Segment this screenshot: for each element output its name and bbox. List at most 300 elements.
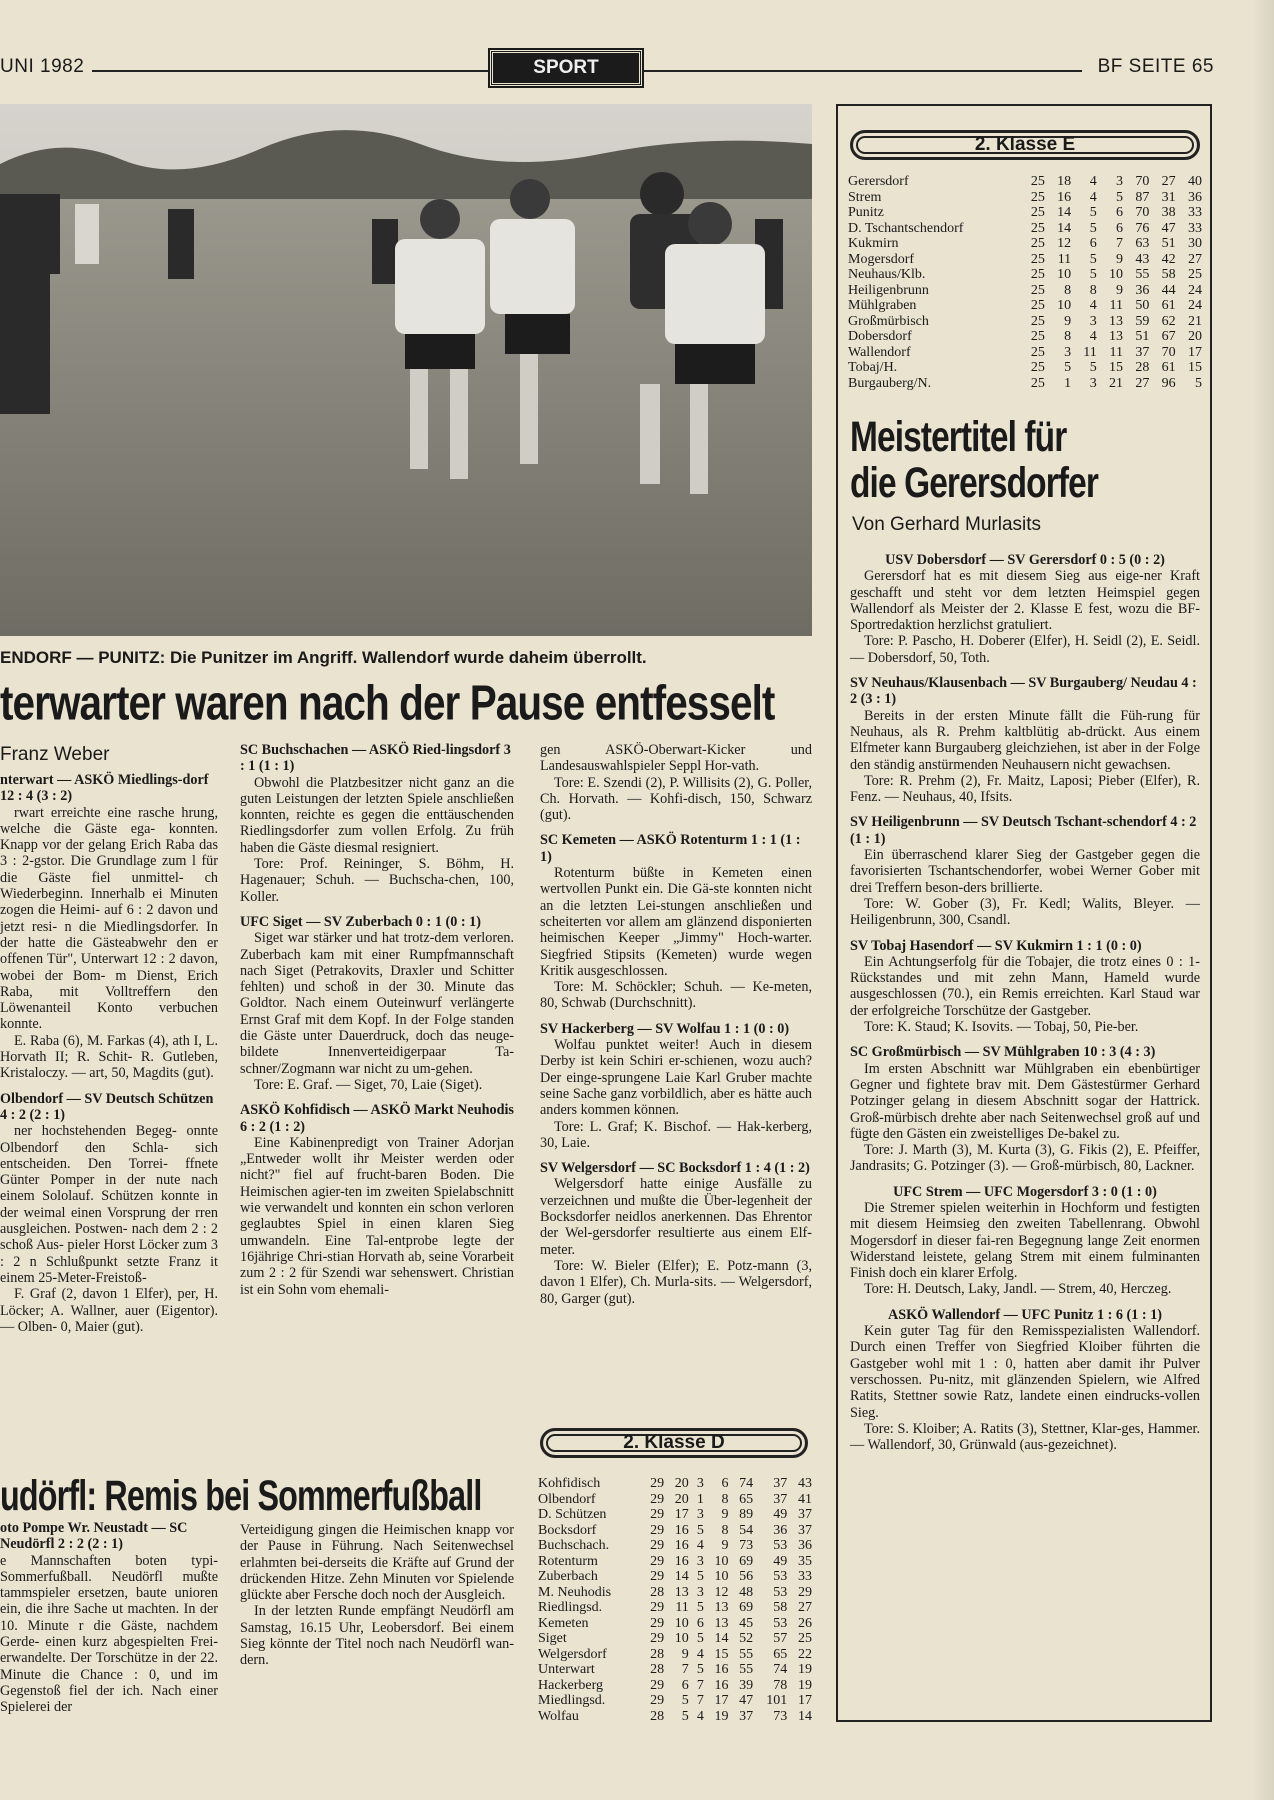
team-name: Riedlingsd. (538, 1600, 603, 1615)
stat-cell: 17 (1188, 344, 1202, 360)
stat-cell: 36 (798, 1538, 812, 1553)
paragraph: e Mannschaften boten typi- Sommerfußball. Neudörfl mußte tammspieler ersetzen, baute unioren ein, die ihre Sache ut machten. In der 10. Minute r die Gäste, nachdem Gerde- einen kurz abgespielten Frei- erwandelte. Der Torschütze in der 22. Minute die Chance : 0, und im Gegenstoß fiel der ich. Nach einer Spielerei der (0, 1552, 218, 1716)
table-e-title: 2. Klasse E (850, 130, 1200, 160)
stat-cell: 33 (1188, 205, 1202, 220)
stat-cell: 61 (1161, 360, 1176, 375)
stat-cell: 43 (1135, 251, 1150, 267)
paragraph: Die Stremer spielen weiterhin in Hochform und festigten mit diesem Heimsieg den zweiten Tabellenrang. Obwohl Mogersdorf in dieser fai-ren Begegnung lange Zeit enormen Widerstand leistete, gelang Strem mit einem fulminanten Finish doch ein klarer Erfolg. (850, 1199, 1200, 1282)
stat-cell: 5 (1089, 267, 1097, 282)
stat-cell: 11 (1083, 344, 1097, 360)
stat-cell: 29 (650, 1677, 665, 1693)
table-row (846, 236, 1204, 252)
table-row (536, 1538, 814, 1554)
match-heading: Olbendorf — SV Deutsch Schützen 4 : 2 (2 : 1) (0, 1090, 214, 1123)
stat-cell: 27 (1161, 174, 1176, 189)
match-heading: ASKÖ Kohfidisch — ASKÖ Markt Neuhodis 6 : 2 (1 : 2) (240, 1102, 514, 1135)
stat-cell: 6 (721, 1476, 729, 1491)
stat-cell: 11 (675, 1600, 689, 1615)
team-name: Wolfau (538, 1708, 579, 1724)
stat-cell: 65 (739, 1491, 754, 1507)
stat-cell: 57 (773, 1631, 788, 1646)
stat-cell: 28 (1135, 360, 1150, 375)
stat-cell: 21 (1109, 375, 1124, 391)
stat-cell: 14 (674, 1569, 689, 1584)
stat-cell: 52 (739, 1631, 754, 1646)
match-heading: SV Welgersdorf — SC Bocksdorf 1 : 4 (1 : 2) (540, 1160, 810, 1177)
article-3-body (850, 552, 1200, 1453)
table-row (536, 1600, 814, 1616)
stat-cell: 16 (674, 1538, 689, 1553)
stat-cell: 19 (798, 1662, 812, 1677)
stat-cell: 3 (696, 1507, 704, 1522)
table-row (846, 205, 1204, 221)
table-d (536, 1476, 814, 1724)
stat-cell: 16 (714, 1677, 729, 1693)
stat-cell: 10 (674, 1631, 689, 1646)
team-name: Hackerberg (538, 1677, 604, 1693)
goal-scorers: Tore: Prof. Reininger, S. Böhm, H. Hagenauer; Schuh. — Buchscha-chen, 100, Koller. (240, 856, 514, 905)
stat-cell: 15 (714, 1646, 729, 1662)
article-3-byline: Von Gerhard Murlasits (852, 514, 1042, 535)
stat-cell: 12 (714, 1584, 729, 1600)
stat-cell: 38 (1161, 205, 1176, 220)
article-1-byline: Franz Weber (0, 744, 110, 765)
stat-cell: 7 (681, 1662, 689, 1677)
team-name: Dobersdorf (848, 329, 912, 344)
stat-cell: 6 (696, 1615, 704, 1631)
stat-cell: 101 (766, 1693, 788, 1708)
stat-cell: 24 (1188, 282, 1202, 298)
stat-cell: 9 (1116, 251, 1124, 267)
stat-cell: 15 (1188, 360, 1202, 375)
stat-cell: 5 (1089, 205, 1097, 220)
stat-cell: 28 (650, 1708, 665, 1724)
paragraph: Eine Kabinenpredigt von Trainer Adorjan „Entweder wollt ihr Meister werden oder nicht?" fiel auf frucht-baren Boden. Die Heimischen agier-ten im zweiten Spielabschnitt wie verwandelt und konnten ein schon verloren geglaubtes Spiel in einen klaren Sieg umwandeln. Eine Tal-entprobe legte der 16jährige Chri-stian Horvath ab, seine Vorarbeit zum 2 : 2 für Szendi war sehenswert. Christian ist ein Sohn vom ehemali- (240, 1134, 514, 1298)
page-edge (1252, 0, 1274, 1800)
stat-cell: 10 (714, 1569, 729, 1584)
stat-cell: 13 (1109, 329, 1124, 344)
table-row (536, 1678, 814, 1694)
team-name: Kemeten (538, 1615, 589, 1631)
goal-scorers: Tore: E. Graf. — Siget, 70, Laie (Siget). (254, 1076, 483, 1093)
goal-scorers: Tore: W. Bieler (Elfer); E. Potz-mann (3, davon 1 Elfer), Ch. Murla-sits. — Welgersdorf, 80, Garger (gut). (540, 1257, 812, 1307)
stat-cell: 53 (773, 1615, 788, 1631)
section-label: SPORT (490, 50, 642, 86)
stat-cell: 4 (696, 1538, 704, 1553)
stat-cell: 78 (773, 1677, 788, 1693)
stat-cell: 8 (721, 1491, 729, 1507)
stat-cell: 3 (696, 1584, 704, 1600)
stat-cell: 37 (1135, 344, 1150, 360)
stat-cell: 37 (798, 1522, 812, 1538)
stat-cell: 5 (1116, 189, 1124, 205)
stat-cell: 8 (1064, 329, 1072, 344)
stat-cell: 21 (1188, 313, 1202, 329)
stat-cell: 36 (1188, 189, 1202, 205)
stat-cell: 3 (696, 1476, 704, 1491)
stat-cell: 69 (739, 1553, 754, 1569)
stat-cell: 13 (714, 1615, 729, 1631)
paragraph: Ein Achtungserfolg für die Tobajer, die trotz eines 0 : 1-Rückstandes und mit zehn Mann, Hameld wurde ausgeschlossen (70.), ein Remis erreichten. Karl Staud war der erfolgreiche Torschütze der Gastgeber. (850, 953, 1200, 1019)
table-row (536, 1662, 814, 1678)
stat-cell: 14 (1057, 220, 1072, 236)
team-name: Mühlgraben (848, 298, 917, 313)
stat-cell: 5 (696, 1569, 704, 1584)
match-heading: SC Kemeten — ASKÖ Rotenturm 1 : 1 (1 : 1) (540, 832, 801, 865)
match-heading: oto Pompe Wr. Neustadt — SC Neudörfl 2 : 2 (2 : 1) (0, 1520, 188, 1553)
table-row (536, 1492, 814, 1508)
stat-cell: 25 (1030, 205, 1045, 220)
stat-cell: 16 (1057, 189, 1072, 205)
goal-scorers: Tore: P. Pascho, H. Doberer (Elfer), H. Seidl (2), E. Seidl. — Dobersdorf, 50, Toth. (850, 633, 1200, 666)
team-name: Wallendorf (848, 344, 911, 360)
stat-cell: 29 (798, 1584, 812, 1600)
table-row (536, 1647, 814, 1663)
team-name: Rotenturm (538, 1553, 598, 1569)
team-name: Heiligenbrunn (848, 282, 929, 298)
stat-cell: 37 (798, 1507, 812, 1522)
team-name: Neuhaus/Klb. (848, 267, 926, 282)
stat-cell: 45 (739, 1615, 754, 1631)
article-1-column-2 (240, 742, 514, 1298)
match-heading: nterwart — ASKÖ Miedlings-dorf 12 : 4 (3 : 2) (0, 772, 209, 805)
match-heading: SC Buchschachen — ASKÖ Ried-lingsdorf 3 : 1 (1 : 1) (240, 742, 511, 775)
paragraph: Welgersdorf hatte einige Ausfälle zu verzeichnen und mußte die Über-legenheit der Bocksdorfer neidlos anerkennen. Das Ehrentor der Wel-gersdorfer resultierte aus einem Elf-meter. (540, 1176, 812, 1258)
article-2-column-2 (240, 1522, 514, 1669)
stat-cell: 25 (1030, 189, 1045, 205)
paragraph: Ein überraschend klarer Sieg der Gastgeber gegen die favorisierten Tschantschendorfer, wobei Werner Gober mit drei Treffern beson-ders brillierte. (850, 847, 1200, 896)
stat-cell: 25 (1030, 267, 1045, 282)
stat-cell: 37 (773, 1476, 788, 1491)
stat-cell: 5 (696, 1662, 704, 1677)
stat-cell: 36 (1135, 282, 1150, 298)
stat-cell: 28 (650, 1646, 665, 1662)
match-heading: UFC Strem — UFC Mogersdorf 3 : 0 (1 : 0) (893, 1183, 1157, 1200)
team-name: Miedlingsd. (538, 1693, 606, 1708)
stat-cell: 25 (798, 1631, 812, 1646)
stat-cell: 96 (1161, 375, 1176, 391)
stat-cell: 28 (650, 1584, 665, 1600)
team-name: Unterwart (538, 1662, 595, 1677)
article-1-headline: terwarter waren nach der Pause entfesselt (0, 676, 775, 731)
photo-caption: ENDORF — PUNITZ: Die Punitzer im Angriff. Wallendorf wurde daheim überrollt. (0, 648, 647, 667)
stat-cell: 17 (714, 1693, 729, 1708)
goal-scorers: Tore: W. Gober (3), Fr. Kedl; Walits, Bleyer. — Heiligenbrunn, 300, Csandl. (850, 895, 1200, 929)
match-heading: SV Hackerberg — SV Wolfau 1 : 1 (0 : 0) (540, 1020, 790, 1037)
stat-cell: 47 (1161, 220, 1176, 236)
stat-cell: 26 (798, 1615, 812, 1631)
stat-cell: 4 (696, 1708, 704, 1724)
match-heading: UFC Siget — SV Zuberbach 0 : 1 (0 : 1) (240, 913, 481, 930)
stat-cell: 25 (1030, 375, 1045, 391)
stat-cell: 16 (674, 1553, 689, 1569)
match-heading: ASKÖ Wallendorf — UFC Punitz 1 : 6 (1 : 1) (887, 1306, 1163, 1323)
stat-cell: 5 (1195, 375, 1202, 391)
stat-cell: 20 (674, 1491, 689, 1507)
stat-cell: 11 (1109, 344, 1124, 360)
article-3-headline-line-1: Meistertitel für (850, 414, 1067, 462)
stat-cell: 15 (1109, 360, 1124, 375)
stat-cell: 10 (1057, 267, 1072, 282)
table-row (536, 1585, 814, 1601)
stat-cell: 53 (773, 1569, 788, 1584)
stat-cell: 29 (650, 1553, 665, 1569)
team-name: Großmürbisch (848, 313, 929, 329)
goal-scorers: Tore: M. Schöckler; Schuh. — Ke-meten, 80, Schwab (Durchschnitt). (540, 979, 812, 1012)
table-row (536, 1507, 814, 1523)
stat-cell: 4 (696, 1646, 704, 1662)
stat-cell: 4 (1089, 298, 1097, 313)
table-row (846, 314, 1204, 330)
table-row (536, 1631, 814, 1647)
stat-cell: 6 (1089, 236, 1097, 251)
stat-cell: 13 (1109, 313, 1124, 329)
goal-scorers: Tore: E. Szendi (2), P. Willisits (2), G. Poller, Ch. Horvath. — Kohfi-disch, 150, Schwarz (gut). (540, 774, 812, 824)
stat-cell: 44 (1161, 282, 1176, 298)
stat-cell: 17 (674, 1507, 689, 1522)
stat-cell: 5 (696, 1522, 704, 1538)
goal-scorers: E. Raba (6), M. Farkas (4), ath I, L. Horvath II; R. Schit- R. Gutleben, Kristaloczy. — art, 50, Magdits (gut). (0, 1032, 218, 1082)
team-name: Punitz (848, 205, 884, 220)
stat-cell: 10 (674, 1615, 689, 1631)
match-heading: SV Tobaj Hasendorf — SV Kukmirn 1 : 1 (0 : 0) (850, 937, 1142, 954)
stat-cell: 7 (696, 1693, 704, 1708)
stat-cell: 9 (721, 1538, 729, 1553)
stat-cell: 3 (1116, 174, 1124, 189)
stat-cell: 25 (1030, 236, 1045, 251)
stat-cell: 9 (721, 1507, 729, 1522)
stat-cell: 5 (1089, 360, 1097, 375)
table-row (846, 376, 1204, 392)
stat-cell: 17 (798, 1693, 812, 1708)
stat-cell: 5 (696, 1631, 704, 1646)
stat-cell: 6 (1116, 205, 1124, 220)
table-row (846, 267, 1204, 283)
stat-cell: 14 (798, 1708, 812, 1724)
table-row (536, 1616, 814, 1632)
stat-cell: 74 (739, 1476, 754, 1491)
stat-cell: 10 (714, 1553, 729, 1569)
stat-cell: 70 (1135, 174, 1150, 189)
stat-cell: 25 (1030, 174, 1045, 189)
stat-cell: 39 (739, 1677, 754, 1693)
stat-cell: 51 (1161, 236, 1176, 251)
team-name: Zuberbach (538, 1569, 598, 1584)
goal-scorers: Tore: K. Staud; K. Isovits. — Tobaj, 50, Pie-ber. (864, 1019, 1139, 1036)
stat-cell: 47 (739, 1693, 754, 1708)
header-rule-left (92, 70, 488, 72)
stat-cell: 74 (773, 1662, 788, 1677)
stat-cell: 63 (1135, 236, 1150, 251)
stat-cell: 25 (1030, 313, 1045, 329)
team-name: Tobaj/H. (848, 360, 898, 375)
table-row (536, 1569, 814, 1585)
stat-cell: 20 (674, 1476, 689, 1491)
goal-scorers: Tore: H. Deutsch, Laky, Jandl. — Strem, 40, Herczeg. (864, 1281, 1172, 1298)
team-name: D. Schützen (538, 1507, 607, 1522)
stat-cell: 6 (681, 1677, 689, 1693)
table-row (846, 174, 1204, 190)
stat-cell: 13 (714, 1600, 729, 1615)
stat-cell: 55 (1135, 267, 1150, 282)
stat-cell: 22 (798, 1646, 812, 1662)
table-row (846, 283, 1204, 299)
stat-cell: 1 (1064, 375, 1072, 391)
table-row (846, 298, 1204, 314)
stat-cell: 20 (1188, 329, 1202, 344)
stat-cell: 41 (798, 1491, 812, 1507)
stat-cell: 7 (696, 1677, 704, 1693)
stat-cell: 37 (739, 1708, 754, 1724)
stat-cell: 3 (696, 1553, 704, 1569)
team-name: Gerersdorf (848, 174, 909, 189)
stat-cell: 29 (650, 1631, 665, 1646)
paragraph: In der letzten Runde empfängt Neudörfl am Samstag, 16.15 Uhr, Leobersdorf. Bei einem Sieg könnte der Titel noch nach Neudörfl wan-dern. (240, 1603, 514, 1669)
stat-cell: 28 (650, 1662, 665, 1677)
stat-cell: 4 (1089, 189, 1097, 205)
stat-cell: 42 (1161, 251, 1176, 267)
stat-cell: 35 (798, 1553, 812, 1569)
paragraph: Verteidigung gingen die Heimischen knapp vor der Pause in Führung. Nach Seitenwechsel erlahmten bei-derseits die Kräfte auf Grund der drückenden Hitze. Zehn Minuten vor Spielende glückte aber Fersche doch noch der Ausgleich. (240, 1522, 514, 1604)
stat-cell: 1 (696, 1491, 704, 1507)
stat-cell: 30 (1188, 236, 1202, 251)
stat-cell: 5 (696, 1600, 704, 1615)
article-3-headline-line-2: die Gerersdorfer (850, 460, 1098, 508)
stat-cell: 55 (739, 1662, 754, 1677)
goal-scorers: Tore: S. Kloiber; A. Ratits (3), Stettner, Klar-ges, Hammer. — Wallendorf, 30, Grünwald (aus-gezeichnet). (850, 1420, 1200, 1454)
stat-cell: 25 (1030, 282, 1045, 298)
stat-cell: 59 (1135, 313, 1150, 329)
match-heading: SC Großmürbisch — SV Mühlgraben 10 : 3 (4 : 3) (850, 1044, 1156, 1061)
stat-cell: 25 (1188, 267, 1202, 282)
stat-cell: 14 (1057, 205, 1072, 220)
match-heading: SV Heiligenbrunn — SV Deutsch Tschant-schendorf 4 : 2 (1 : 1) (850, 814, 1197, 847)
stat-cell: 14 (714, 1631, 729, 1646)
table-row (536, 1554, 814, 1570)
stat-cell: 27 (1135, 375, 1150, 391)
stat-cell: 31 (1161, 189, 1176, 205)
stat-cell: 11 (1057, 251, 1072, 267)
stat-cell: 25 (1030, 329, 1045, 344)
stat-cell: 10 (1109, 267, 1124, 282)
stat-cell: 4 (1089, 174, 1097, 189)
stat-cell: 27 (798, 1600, 812, 1615)
stat-cell: 29 (650, 1522, 665, 1538)
stat-cell: 19 (798, 1677, 812, 1693)
table-row (536, 1693, 814, 1709)
stat-cell: 51 (1135, 329, 1150, 344)
stat-cell: 36 (773, 1522, 788, 1538)
table-row (846, 329, 1204, 345)
paragraph: Wolfau punktet weiter! Auch in diesem Derby ist kein Schiri er-schienen, wozu auch? Der einge-sprungene Laie Karl Gruber machte seine Sache ganz vorbildlich, aber es hätte auch anders kommen können. (540, 1037, 812, 1119)
stat-cell: 5 (1089, 220, 1097, 236)
stat-cell: 24 (1188, 298, 1202, 313)
paragraph: Gerersdorf hat es mit diesem Sieg aus eige-ner Kraft geschafft und steht vor dem letzten Heimspiel gegen Wallendorf als Meister der 2. Klasse E fest, wozu die BF-Sportredaktion herzlichst gratuliert. (850, 568, 1200, 634)
team-name: Buchschach. (538, 1538, 610, 1553)
match-heading: SV Neuhaus/Klausenbach — SV Burgauberg/ Neudau 4 : 2 (3 : 1) (850, 675, 1197, 708)
stat-cell: 19 (714, 1708, 729, 1724)
stat-cell: 65 (773, 1646, 788, 1662)
stat-cell: 5 (1089, 251, 1097, 267)
stat-cell: 8 (1089, 282, 1097, 298)
goal-scorers: Tore: L. Graf; K. Bischof. — Hak-kerberg, 30, Laie. (540, 1118, 812, 1151)
stat-cell: 73 (773, 1708, 788, 1724)
team-name: Burgauberg/N. (848, 375, 932, 391)
article-1-column-3 (540, 742, 812, 1307)
stat-cell: 25 (1030, 298, 1045, 313)
stat-cell: 29 (650, 1693, 665, 1708)
stat-cell: 29 (650, 1615, 665, 1631)
stat-cell: 7 (1116, 236, 1124, 251)
stat-cell: 27 (1188, 251, 1202, 267)
stat-cell: 87 (1135, 189, 1150, 205)
stat-cell: 33 (1188, 220, 1202, 236)
article-1-column-1 (0, 772, 218, 1335)
paragraph: Im ersten Abschnitt war Mühlgraben ein ebenbürtiger Gegner und fightete brav mit. Dem Gästestürmer Gerhard Potzinger gelang in diesem Abschnitt sogar der Hattrick. Groß-mürbisch drehte aber nach Seitenwechsel groß auf und fügte den Gästen ein zweistelliges De-bakel zu. (850, 1060, 1200, 1142)
stat-cell: 29 (650, 1569, 665, 1584)
stat-cell: 9 (1116, 282, 1124, 298)
match-photo (0, 104, 812, 636)
stat-cell: 67 (1161, 329, 1176, 344)
stat-cell: 49 (773, 1553, 788, 1569)
stat-cell: 58 (773, 1600, 788, 1615)
football-players-image (0, 104, 812, 636)
stat-cell: 54 (739, 1522, 754, 1538)
stat-cell: 62 (1161, 313, 1176, 329)
paragraph: Rotenturm büßte in Kemeten einen wertvollen Punkt ein. Die Gä-ste konnten nicht an die letzten Lei-stungen anschließen und scheiterten vor allem am glänzend disponierten heimischen Keeper „Jimmy" Hoch-warter. Siegfried Stipsits (Kemeten) wurde wegen Kritik ausgeschlossen. (540, 865, 812, 979)
stat-cell: 5 (681, 1708, 689, 1724)
stat-cell: 73 (739, 1538, 754, 1553)
stat-cell: 12 (1057, 236, 1072, 251)
stat-cell: 61 (1161, 298, 1176, 313)
page-number: BF SEITE 65 (1090, 56, 1214, 78)
header-date: UNI 1982 (0, 56, 85, 77)
stat-cell: 29 (650, 1476, 665, 1491)
team-name: Kohfidisch (538, 1476, 601, 1491)
stat-cell: 4 (1089, 329, 1097, 344)
team-name: Kukmirn (848, 236, 899, 251)
goal-scorers: Tore: J. Marth (3), M. Kurta (3), G. Fikis (2), E. Pfeiffer, Jandrasits; G. Potzinger (3). — Groß-mürbisch, 80, Lackner. (850, 1142, 1200, 1175)
stat-cell: 55 (739, 1646, 754, 1662)
stat-cell: 25 (1030, 220, 1045, 236)
stat-cell: 53 (773, 1584, 788, 1600)
stat-cell: 16 (714, 1662, 729, 1677)
paragraph: gen ASKÖ-Oberwart-Kicker und Landesauswahlspieler Seppl Hor-vath. (540, 742, 812, 775)
table-row (536, 1476, 814, 1492)
stat-cell: 3 (1064, 344, 1072, 360)
goal-scorers: Tore: R. Prehm (2), Fr. Maitz, Laposi; Pieber (Elfer), R. Fenz. — Neuhaus, 40, Ifsits. (850, 772, 1200, 806)
paragraph: Bereits in der ersten Minute fällt die Füh-rung für Neuhaus, als R. Prehm kaltblütig ab-drückt. Aus einem Elfmeter kann Burgauberg gleichziehen, ist aber in der Folge den ständig anstürmenden Neuhausern nicht gewachsen. (850, 707, 1200, 773)
article-2-column-1 (0, 1520, 218, 1716)
stat-cell: 56 (739, 1569, 754, 1584)
table-row (846, 221, 1204, 237)
stat-cell: 10 (1057, 298, 1072, 313)
header-rule-right (640, 70, 1082, 72)
stat-cell: 6 (1116, 220, 1124, 236)
stat-cell: 89 (739, 1507, 754, 1522)
stat-cell: 25 (1030, 344, 1045, 360)
stat-cell: 37 (773, 1491, 788, 1507)
stat-cell: 5 (1064, 360, 1072, 375)
team-name: D. Tschantschendorf (848, 220, 964, 236)
stat-cell: 33 (798, 1569, 812, 1584)
stat-cell: 40 (1188, 174, 1202, 189)
stat-cell: 53 (773, 1538, 788, 1553)
stat-cell: 25 (1030, 360, 1045, 375)
paragraph: Kein guter Tag für den Remisspezialisten Wallendorf. Durch einen Treffer von Siegfried Kloiber führten die Gastgeber wohl mit 1 : 0, hatten aber damit ihr Pulver verschossen. Pu-nitz, mit glänzenden Spielern, wie Alfred Ratits, Stettner sowie Ratz, landete einen eindrucks-vollen Sieg. (850, 1323, 1200, 1421)
stat-cell: 70 (1135, 205, 1150, 220)
table-row (846, 345, 1204, 361)
